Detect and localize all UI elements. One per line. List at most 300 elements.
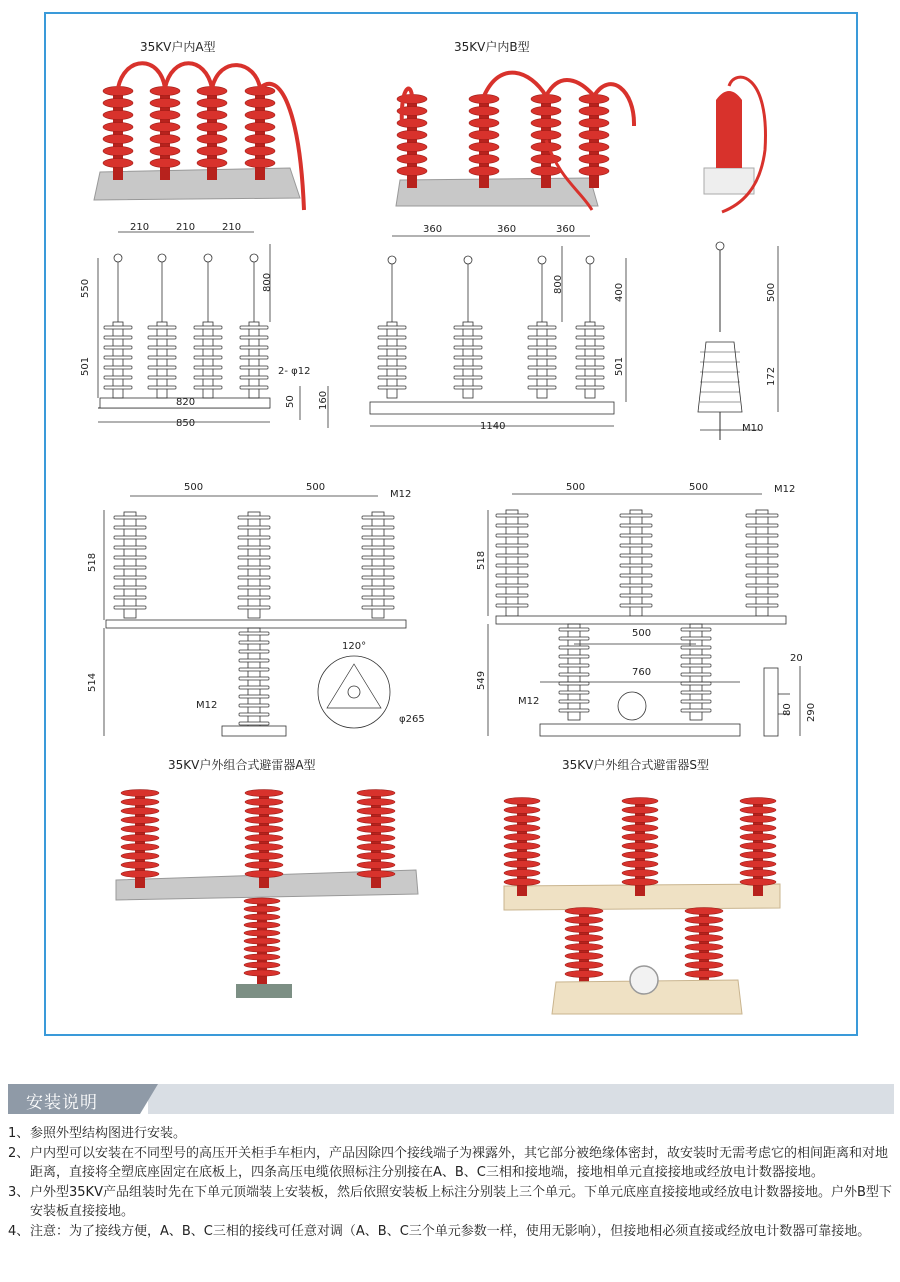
insulator-shed [194,366,222,369]
insulator-shed [114,586,146,589]
insulator-shed [454,326,482,329]
insulator-shed [239,659,269,662]
indoor-a-cable [212,65,260,88]
insulator-shed [194,386,222,389]
indoor-b-base-drawing [370,402,614,414]
outdoor-s-photo-insulator-shed [565,971,603,978]
terminal [158,254,166,262]
outdoor-a-photo-insulator-shed [121,826,159,833]
insulator-shed [620,514,652,517]
insulator-shed [559,664,589,667]
outdoor-a-photo-insulator-shed [245,826,283,833]
insulator-shed [496,594,528,597]
insulator-shed [496,574,528,577]
outdoor-a-photo-insulator-shed [244,898,280,904]
insulator-shed [746,544,778,547]
insulator-shed [194,336,222,339]
insulator-shed [378,386,406,389]
outdoor-a-photo-insulator-shed [357,817,395,824]
indoor-b-insulator-shed [469,154,499,163]
outdoor-s-photo-insulator-shed [685,944,723,951]
indoor-a-insulator-shed [103,110,133,119]
indoor-b-insulator-shed [579,142,609,151]
indoor-b-insulator-shed [531,130,561,139]
insulator-shed [454,356,482,359]
outdoor-a-photo-insulator-shed [245,835,283,842]
dim-single-m10: M10 [742,423,764,434]
dim-ib-360-2: 360 [497,224,517,235]
indoor-b-insulator-shed [579,154,609,163]
insulator-shed [240,346,268,349]
insulator-shed [496,584,528,587]
caption-outdoor-s: 35KV户外组合式避雷器S型 [562,758,709,772]
insulator-shed [496,544,528,547]
insulator-shed [238,566,270,569]
indoor-b-insulator-shed [531,118,561,127]
insulator-shed [239,668,269,671]
outdoor-s-photo-insulator-shed [622,834,658,841]
outdoor-a-photo-insulator-shed [245,799,283,806]
insulator-shed [148,326,176,329]
insulator-shed [576,366,604,369]
outdoor-s-photo-insulator-shed [565,962,603,969]
outdoor-s-plate [496,616,786,624]
outdoor-s-photo-insulator-shed [685,935,723,942]
outdoor-s-photo-insulator-shed [565,926,603,933]
insulator-shed [114,556,146,559]
insulator-shed [454,386,482,389]
insulator-shed [362,556,394,559]
insulator-shed [238,526,270,529]
dim-ia-800: 800 [262,272,273,292]
insulator-shed [746,574,778,577]
outdoor-s-photo-insulator-shed [685,971,723,978]
insulator-shed [148,346,176,349]
indoor-b-insulator-shed [469,106,499,115]
insulator-shed [240,376,268,379]
outdoor-a-hole [348,686,360,698]
insulator-shed [114,606,146,609]
dim-oa-514: 514 [87,672,98,692]
dim-os-m12-bottom: M12 [518,696,540,707]
outdoor-s-side-view [764,668,778,736]
outdoor-s-photo-insulator-shed [740,870,776,877]
insulator-shed [528,376,556,379]
outdoor-s-photo-insulator-shed [504,843,540,850]
install-title: 安装说明 [26,1093,98,1113]
insulator-shed [746,594,778,597]
indoor-b-insulator-shed [397,166,427,175]
insulator-shed [238,606,270,609]
insulator-shed [746,524,778,527]
caption-indoor-a: 35KV户内A型 [140,40,216,54]
insulator-shed [148,366,176,369]
outdoor-s-photo-counter [630,966,658,994]
insulator-shed [746,554,778,557]
insulator-shed [620,544,652,547]
insulator-shed [114,516,146,519]
insulator-shed [104,346,132,349]
insulator-shed [681,646,711,649]
insulator-shed [559,637,589,640]
insulator-shed [681,673,711,676]
insulator-shed [362,596,394,599]
outdoor-s-photo-insulator-shed [504,798,540,805]
indoor-a-insulator-shed [245,122,275,131]
insulator-shed [559,682,589,685]
outdoor-s-photo-insulator-shed [504,870,540,877]
insulator-shed [681,709,711,712]
indoor-a-insulator-shed [245,158,275,167]
outdoor-s-photo-insulator-shed [622,861,658,868]
insulator-shed [681,700,711,703]
outdoor-a-photo-insulator-shed [357,835,395,842]
insulator-shed [362,516,394,519]
outdoor-s-photo-insulator-shed [685,908,723,915]
insulator-shed [620,564,652,567]
indoor-a-cable [118,63,165,88]
insulator-shed [238,596,270,599]
indoor-a-insulator-shed [150,146,180,155]
insulator-shed [746,604,778,607]
outdoor-s-photo-insulator-shed [685,917,723,924]
outdoor-a-photo-insulator-shed [245,817,283,824]
dim-ib-360-3: 360 [556,224,576,235]
terminal [114,254,122,262]
outdoor-s-photo-insulator-shed [685,953,723,960]
insulator-shed [454,376,482,379]
insulator-shed [496,514,528,517]
outdoor-a-photo-insulator-shed [121,844,159,851]
insulator-shed [620,594,652,597]
outdoor-a-photo-insulator-shed [121,835,159,842]
outdoor-s-photo-insulator-shed [622,825,658,832]
indoor-a-insulator-shed [245,98,275,107]
indoor-b-insulator-shed [397,130,427,139]
install-notes [8,1124,894,1242]
outdoor-s-photo-insulator-shed [504,852,540,859]
insulator-shed [576,336,604,339]
dim-ia-hole: 2- φ12 [278,366,311,377]
insulator-shed [239,713,269,716]
insulator-shed [362,576,394,579]
insulator-shed [620,554,652,557]
indoor-b-cable [484,73,546,96]
insulator-shed [528,386,556,389]
insulator-shed [528,366,556,369]
insulator-shed [148,376,176,379]
outdoor-a-photo-insulator-shed [245,871,283,878]
outdoor-s-photo-insulator-shed [740,807,776,814]
insulator-shed [239,677,269,680]
outdoor-a-photo-insulator-shed [244,938,280,944]
banner-bar [148,1084,894,1114]
insulator-shed [620,524,652,527]
insulator-shed [238,586,270,589]
insulator-shed [681,628,711,631]
insulator-shed [194,376,222,379]
outdoor-s-photo-insulator-shed [622,816,658,823]
insulator-shed [559,646,589,649]
outdoor-a-photo-insulator-shed [245,862,283,869]
outdoor-a-foot [222,726,286,736]
dim-ib-400: 400 [614,282,625,302]
outdoor-s-photo-insulator-shed [740,798,776,805]
insulator-shed [238,516,270,519]
insulator-shed [362,586,394,589]
indoor-a-insulator-shed [197,146,227,155]
insulator-shed [104,366,132,369]
insulator-shed [148,336,176,339]
dim-os-80: 80 [782,703,793,716]
outdoor-s-photo-insulator-shed [504,834,540,841]
indoor-a-insulator-shed [150,110,180,119]
outdoor-s-photo-insulator-shed [504,807,540,814]
install-note: 2、 户内型可以安装在不同型号的高压开关柜手车柜内，产品因除四个接线端子为裸露外，其它部分被绝缘体密封，故安装时无需考虑它的相间距离和对地距离，直接将全塑底座固定在底板上，四条高压电缆依照标注分别接在A、B、C三相和接地端，接地相单元直接接地或经放电计数器接地。 [8,1146,889,1180]
insulator-shed [239,650,269,653]
insulator-shed [148,356,176,359]
outdoor-s-photo-insulator-shed [504,861,540,868]
terminal [716,242,724,250]
outdoor-a-photo-insulator-shed [244,906,280,912]
indoor-a-insulator-shed [150,158,180,167]
insulator-shed [746,514,778,517]
insulator-shed [620,604,652,607]
insulator-shed [378,346,406,349]
insulator-shed [378,376,406,379]
outdoor-a-photo-insulator-shed [245,844,283,851]
outdoor-a-photo-insulator-shed [357,871,395,878]
outdoor-a-photo-insulator-shed [357,844,395,851]
insulator-shed [239,686,269,689]
insulator-shed [114,576,146,579]
insulator-shed [104,376,132,379]
dim-os-290: 290 [806,702,817,722]
insulator-shed [240,366,268,369]
outdoor-a-photo-insulator-shed [357,799,395,806]
outdoor-a-photo-insulator-shed [357,862,395,869]
outdoor-s-photo-insulator-shed [740,816,776,823]
dim-ib-501: 501 [614,356,625,376]
indoor-a-insulator-shed [245,146,275,155]
install-note: 3、 户外型35KV产品组装时先在下单元顶端装上安装板，然后依照安装板上标注分别装上三个单元。下单元底座直接接地或经放电计数器接地。户外B型下安装板直接接地。 [8,1185,892,1219]
insulator-shed [528,346,556,349]
outdoor-a-photo-insulator-shed [244,930,280,936]
insulator-shed [528,356,556,359]
insulator-shed [681,682,711,685]
outdoor-s-photo-insulator-shed [622,852,658,859]
dim-ib-800: 800 [553,274,564,294]
insulator-shed [378,356,406,359]
outdoor-a-plate [106,620,406,628]
insulator-shed [681,691,711,694]
terminal [388,256,396,264]
outdoor-s-photo-insulator-shed [685,962,723,969]
terminal [464,256,472,264]
indoor-a-insulator-shed [197,158,227,167]
indoor-b-insulator-shed [531,166,561,175]
insulator-shed [114,596,146,599]
insulator-shed [496,564,528,567]
outdoor-s-photo-insulator-shed [504,825,540,832]
indoor-b-insulator-shed [469,166,499,175]
outdoor-a-photo-insulator-shed [244,922,280,928]
outdoor-a-photo-insulator-shed [121,790,159,797]
outdoor-a-photo-insulator-shed [357,790,395,797]
outdoor-a-photo-insulator-shed [121,808,159,815]
outdoor-s-photo-insulator-shed [740,852,776,859]
indoor-a-insulator-shed [197,122,227,131]
insulator-shed [496,534,528,537]
insulator-shed [362,566,394,569]
dim-os-500-2: 500 [689,482,709,493]
insulator-shed [148,386,176,389]
terminal [250,254,258,262]
outdoor-a-photo-insulator-shed [121,853,159,860]
dim-os-m12-top: M12 [774,484,796,495]
insulator-shed [681,664,711,667]
indoor-b-insulator-shed [579,118,609,127]
outdoor-s-base [540,724,740,736]
outdoor-a-photo-insulator-shed [245,853,283,860]
indoor-a-insulator-shed [103,122,133,131]
dim-oa-500-2: 500 [306,482,326,493]
indoor-a-base [94,168,300,200]
outdoor-s-photo-insulator-shed [622,798,658,805]
terminal [204,254,212,262]
indoor-a-insulator-shed [150,98,180,107]
terminal [586,256,594,264]
terminal [538,256,546,264]
caption-outdoor-a: 35KV户外组合式避雷器A型 [168,758,316,772]
outdoor-a-photo-insulator-shed [357,826,395,833]
outdoor-a-photo-insulator-shed [357,808,395,815]
outdoor-s-photo-insulator-shed [622,843,658,850]
insulator-shed [240,386,268,389]
outdoor-s-photo-insulator-shed [565,944,603,951]
indoor-b-insulator-shed [531,106,561,115]
outdoor-a-photo-insulator-shed [244,962,280,968]
caption-indoor-b: 35KV户内B型 [454,40,530,54]
insulator-shed [239,632,269,635]
dim-ib-1140: 1140 [480,421,506,432]
insulator-shed [559,673,589,676]
indoor-a-insulator-shed [197,98,227,107]
insulator-shed [746,564,778,567]
insulator-shed [559,691,589,694]
indoor-a-insulator-shed [197,134,227,143]
indoor-a-insulator-shed [150,122,180,131]
indoor-a-insulator-shed [245,134,275,143]
outdoor-s-photo-insulator-shed [622,870,658,877]
insulator-shed [576,356,604,359]
single-body-drawing [698,342,742,412]
insulator-shed [240,326,268,329]
insulator-shed [746,534,778,537]
outdoor-a-photo-insulator-shed [244,914,280,920]
indoor-b-insulator-shed [579,166,609,175]
outdoor-a-photo-insulator-shed [121,871,159,878]
dim-os-760: 760 [632,667,652,678]
insulator-shed [454,366,482,369]
insulator-shed [239,641,269,644]
single-body [716,91,742,168]
insulator-shed [239,695,269,698]
insulator-shed [746,584,778,587]
insulator-shed [104,356,132,359]
dim-ib-360-1: 360 [423,224,443,235]
outdoor-a-photo-insulator-shed [244,946,280,952]
indoor-b-insulator-shed [469,118,499,127]
indoor-a-insulator-shed [103,98,133,107]
insulator-shed [559,655,589,658]
insulator-shed [114,546,146,549]
outdoor-s-photo-insulator-shed [622,879,658,886]
install-note: 1、 参照外型结构图进行安装。 [8,1126,187,1141]
dim-os-518: 518 [476,550,487,570]
outdoor-s-photo-insulator-shed [565,917,603,924]
dim-oa-m12-bottom: M12 [196,700,218,711]
insulator-shed [576,386,604,389]
outdoor-a-photo-insulator-shed [357,853,395,860]
indoor-a-insulator-shed [197,110,227,119]
indoor-a-cable [165,63,212,88]
dim-os-20: 20 [790,653,803,664]
indoor-b-insulator-shed [579,130,609,139]
outdoor-s-photo-insulator-shed [740,843,776,850]
insulator-shed [528,326,556,329]
insulator-shed [114,536,146,539]
dim-ia-50: 50 [285,395,296,408]
insulator-shed [362,536,394,539]
insulator-shed [576,376,604,379]
outdoor-s-photo-insulator-shed [565,908,603,915]
indoor-b-insulator-shed [469,130,499,139]
insulator-shed [378,336,406,339]
insulator-shed [620,534,652,537]
outdoor-s-photo-insulator-shed [740,879,776,886]
outdoor-s-photo-insulator-shed [622,807,658,814]
insulator-shed [114,526,146,529]
outdoor-s-photo-insulator-shed [740,825,776,832]
insulator-shed [238,536,270,539]
indoor-a-insulator-shed [103,146,133,155]
dim-oa-m12-top: M12 [390,489,412,500]
insulator-shed [576,346,604,349]
insulator-shed [576,326,604,329]
indoor-a-insulator-shed [103,158,133,167]
dim-oa-500-1: 500 [184,482,204,493]
insulator-shed [239,704,269,707]
indoor-a-insulator-shed [150,134,180,143]
insulator-shed [238,556,270,559]
outdoor-a-photo-insulator-shed [244,970,280,976]
dim-os-500-mid: 500 [632,628,652,639]
insulator-shed [238,546,270,549]
insulator-shed [104,386,132,389]
insulator-shed [496,524,528,527]
insulator-shed [240,336,268,339]
dim-ia-501: 501 [80,356,91,376]
insulator-shed [559,700,589,703]
insulator-shed [559,628,589,631]
dim-oa-518: 518 [87,552,98,572]
insulator-shed [496,554,528,557]
outdoor-a-photo-insulator-shed [245,808,283,815]
insulator-shed [362,526,394,529]
insulator-shed [454,346,482,349]
insulator-shed [454,336,482,339]
